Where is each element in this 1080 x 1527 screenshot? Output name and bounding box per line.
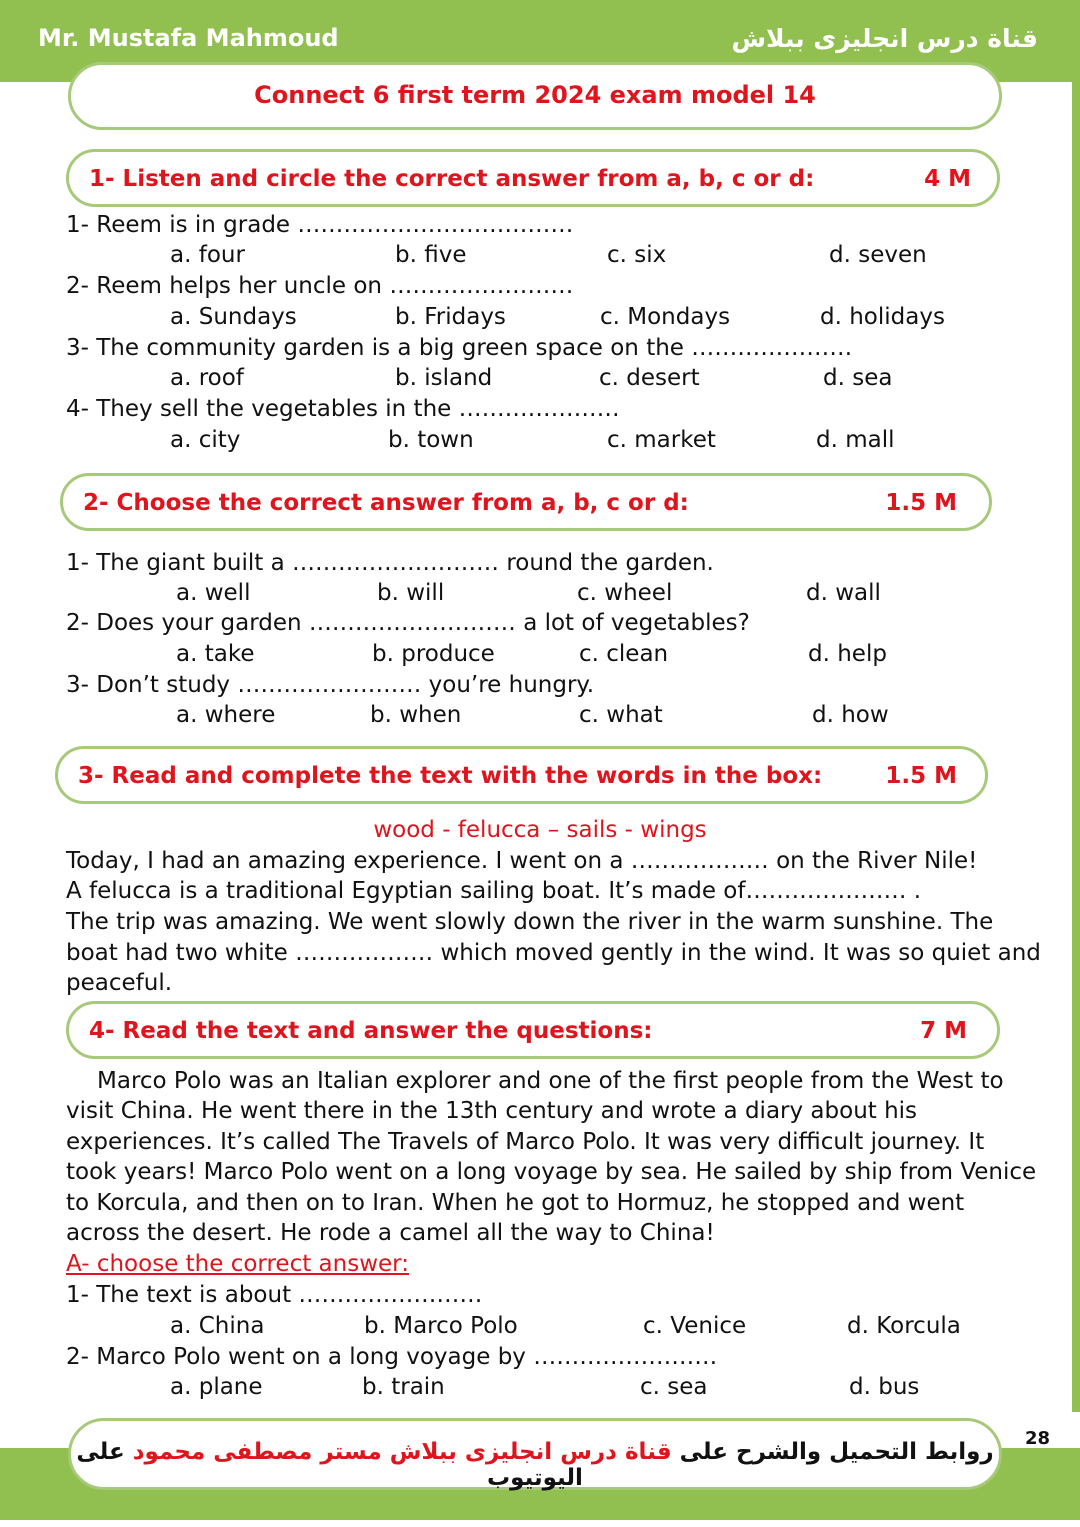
teacher-name: Mr. Mustafa Mahmoud bbox=[38, 24, 339, 52]
footer-part-1: روابط التحميل والشرح على bbox=[671, 1439, 994, 1465]
option: a. Sundays bbox=[170, 304, 297, 330]
option: c. market bbox=[607, 427, 716, 453]
footer-banner bbox=[68, 1418, 1002, 1490]
option: d. Korcula bbox=[847, 1313, 961, 1339]
option: a. where bbox=[176, 702, 276, 728]
question: 1- Reem is in grade ……………………………… bbox=[66, 212, 574, 238]
option: a. city bbox=[170, 427, 241, 453]
option: b. town bbox=[388, 427, 474, 453]
option: d. bus bbox=[849, 1374, 920, 1400]
passage-line: took years! Marco Polo went on a long voyage by sea. He sailed by ship from Venice bbox=[66, 1159, 1037, 1185]
question: 2- Reem helps her uncle on …………………… bbox=[66, 273, 574, 299]
section-3-header bbox=[55, 746, 988, 804]
option: c. Venice bbox=[643, 1313, 747, 1339]
section-2-title: 2- Choose the correct answer from a, b, c or d: bbox=[83, 490, 689, 516]
option: c. desert bbox=[599, 365, 700, 391]
section-4-title: 4- Read the text and answer the questions: bbox=[89, 1018, 653, 1044]
option: b. when bbox=[370, 702, 462, 728]
option: a. plane bbox=[170, 1374, 263, 1400]
section-1-header bbox=[66, 149, 1000, 207]
option: b. will bbox=[377, 580, 445, 606]
text-line: peaceful. bbox=[66, 970, 173, 996]
option: a. well bbox=[176, 580, 251, 606]
footer-channel: قناة درس انجليزى ببلاش مستر مصطفى محمود bbox=[132, 1439, 672, 1465]
question: 3- The community garden is a big green space on the ………………… bbox=[66, 335, 853, 361]
section-3-marks: 1.5 M bbox=[885, 763, 957, 789]
option: c. Mondays bbox=[600, 304, 731, 330]
section-1-marks: 4 M bbox=[924, 166, 971, 192]
text-line: The trip was amazing. We went slowly down the river in the warm sunshine. The bbox=[66, 909, 994, 935]
question: 1- The text is about …………………… bbox=[66, 1282, 483, 1308]
option: c. clean bbox=[579, 641, 669, 667]
passage-line: to Korcula, and then on to Iran. When he got to Hormuz, he stopped and went bbox=[66, 1190, 965, 1216]
passage-line: experiences. It’s called The Travels of Marco Polo. It was very difficult journey. It bbox=[66, 1129, 985, 1155]
option: b. train bbox=[362, 1374, 445, 1400]
option: d. mall bbox=[816, 427, 895, 453]
page-number: 28 bbox=[1024, 1428, 1050, 1449]
section-2-header bbox=[60, 473, 992, 531]
option: c. six bbox=[607, 242, 667, 268]
sub-heading: A- choose the correct answer: bbox=[66, 1251, 409, 1277]
option: b. island bbox=[395, 365, 493, 391]
passage-line: visit China. He went there in the 13th century and wrote a diary about his bbox=[66, 1098, 918, 1124]
section-4-header bbox=[66, 1001, 1000, 1059]
passage-line: Marco Polo was an Italian explorer and one of the first people from the West to bbox=[97, 1068, 1004, 1094]
question: 4- They sell the vegetables in the ………………… bbox=[66, 396, 620, 422]
channel-name: قناة درس انجليزى ببلاش bbox=[731, 24, 1038, 53]
question: 2- Marco Polo went on a long voyage by …………………… bbox=[66, 1344, 718, 1370]
question: 1- The giant built a ……………………… round the garden. bbox=[66, 550, 714, 576]
section-2-marks: 1.5 M bbox=[885, 490, 957, 516]
option: b. produce bbox=[372, 641, 495, 667]
section-3-title: 3- Read and complete the text with the words in the box: bbox=[78, 763, 823, 789]
question: 2- Does your garden ……………………… a lot of vegetables? bbox=[66, 610, 750, 636]
question: 3- Don’t study …………………… you’re hungry. bbox=[66, 672, 595, 698]
option: b. Marco Polo bbox=[364, 1313, 518, 1339]
side-strip bbox=[1072, 82, 1080, 1412]
section-4-marks: 7 M bbox=[920, 1018, 967, 1044]
option: d. seven bbox=[829, 242, 927, 268]
option: b. Fridays bbox=[395, 304, 506, 330]
option: d. wall bbox=[806, 580, 881, 606]
option: d. help bbox=[808, 641, 887, 667]
title-banner bbox=[68, 62, 1002, 130]
footer-text bbox=[71, 1439, 999, 1491]
word-box: wood - felucca – sails - wings bbox=[373, 817, 707, 843]
option: c. what bbox=[579, 702, 663, 728]
option: d. sea bbox=[823, 365, 893, 391]
option: d. holidays bbox=[820, 304, 945, 330]
option: a. China bbox=[170, 1313, 265, 1339]
text-line: boat had two white ……………… which moved gently in the wind. It was so quiet and bbox=[66, 940, 1041, 966]
text-line: Today, I had an amazing experience. I went on a ……………… on the River Nile! bbox=[66, 848, 978, 874]
footer-part-3: على اليوتيوب bbox=[76, 1439, 583, 1491]
option: c. wheel bbox=[577, 580, 673, 606]
option: a. four bbox=[170, 242, 245, 268]
option: a. take bbox=[176, 641, 255, 667]
option: d. how bbox=[812, 702, 889, 728]
passage-line: across the desert. He rode a camel all the way to China! bbox=[66, 1220, 715, 1246]
section-1-title: 1- Listen and circle the correct answer from a, b, c or d: bbox=[89, 166, 815, 192]
text-line: A felucca is a traditional Egyptian sailing boat. It’s made of………………… . bbox=[66, 878, 922, 904]
option: a. roof bbox=[170, 365, 244, 391]
option: b. five bbox=[395, 242, 467, 268]
option: c. sea bbox=[640, 1374, 708, 1400]
page-title: Connect 6 first term 2024 exam model 14 bbox=[254, 81, 816, 109]
